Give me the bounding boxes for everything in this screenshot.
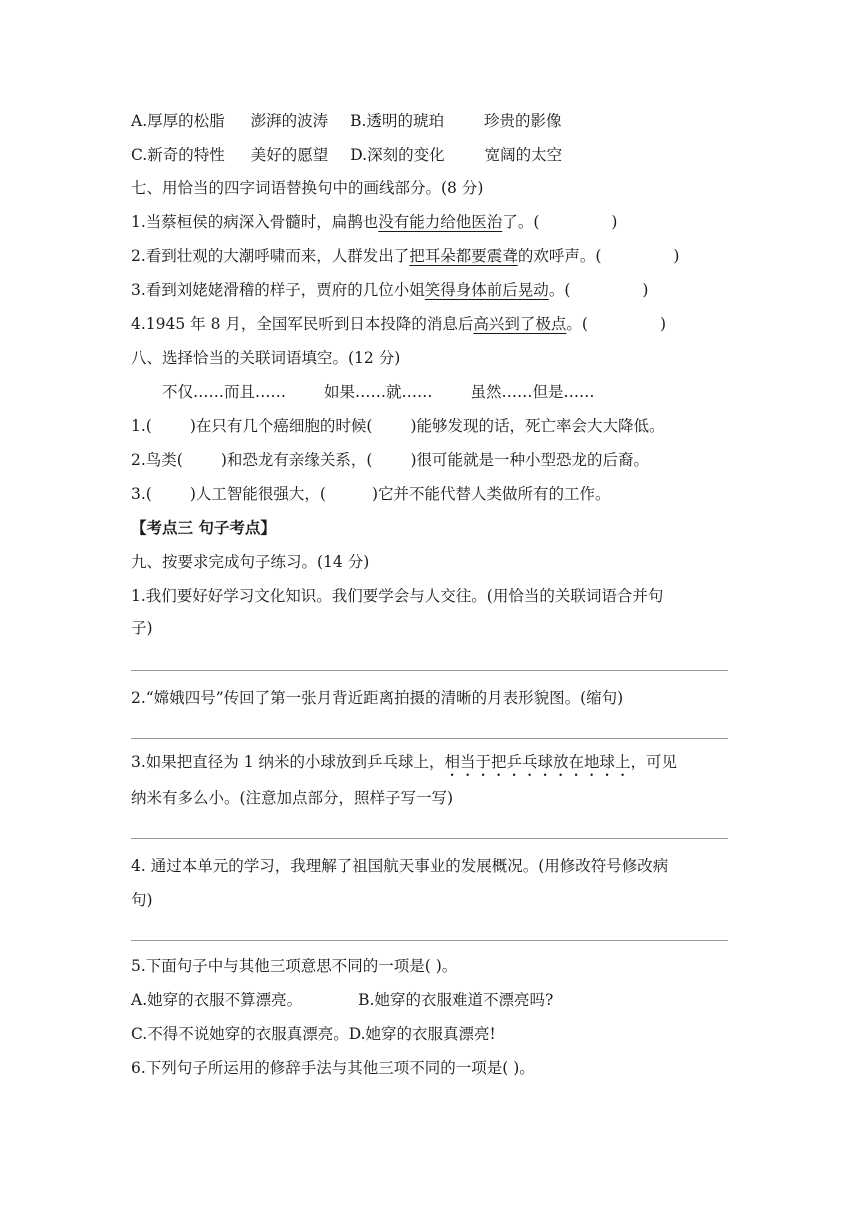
section-7-title: 七、用恰当的四字词语替换句中的画线部分。(8 分) [131, 179, 484, 197]
sec9-question-2: 2.“嫦娥四号”传回了第一张月背近距离拍摄的清晰的月表形貌图。(缩句) [131, 689, 624, 707]
option-b: B.透明的琥珀 [350, 112, 444, 130]
option-d: D.她穿的衣服真漂亮! [348, 1025, 496, 1043]
answer-line[interactable] [131, 940, 728, 941]
dotted-phrase: 相当于把乒乓球放在地球上 [444, 753, 631, 771]
sec9-question-4-cont: 句) [131, 891, 153, 909]
sec9-question-3: 3.如果把直径为 1 纳米的小球放到乒乓球上，相当于把乒乓球放在地球上，可见 [131, 753, 678, 771]
option-a: A.厚厚的松脂 [131, 112, 225, 130]
answer-line[interactable] [131, 670, 728, 671]
option-a-2: 澎湃的波涛 [250, 112, 329, 130]
section-8-title: 八、选择恰当的关联词语填空。(12 分) [131, 349, 401, 367]
option-b-2: 珍贵的影像 [483, 112, 562, 130]
sec8-question-3: 3.( )人工智能很强大，( )它并不能代替人类做所有的工作。 [131, 485, 611, 503]
option-c: C.新奇的特性 [131, 146, 225, 164]
word-bank-item: 如果……就…… [324, 383, 433, 401]
underlined-phrase: 高兴到了极点 [473, 315, 567, 333]
conjunction-word-bank [162, 381, 595, 403]
underlined-phrase: 没有能力给他医治 [378, 213, 503, 231]
sec8-question-2: 2.鸟类( )和恐龙有亲缘关系，( )很可能就是一种小型恐龙的后裔。 [131, 451, 650, 469]
sec7-question-1: 1.当蔡桓侯的病深入骨髓时，扁鹊也没有能力给他医治了。( ) [131, 213, 618, 231]
section-9-title: 九、按要求完成句子练习。(14 分) [131, 553, 370, 571]
sec9-q5-options-row-1 [131, 989, 553, 1011]
underlined-phrase: 笑得身体前后晃动 [424, 281, 549, 299]
sec9-question-1: 1.我们要好好学习文化知识。我们要学会与人交往。(用恰当的关联词语合并句 [131, 587, 664, 605]
sec9-question-4: 4. 通过本单元的学习，我理解了祖国航天事业的发展概况。(用修改符号修改病 [131, 857, 669, 875]
option-a: A.她穿的衣服不算漂亮。 [131, 991, 303, 1009]
sec9-question-1-cont: 子) [131, 619, 153, 637]
sec7-question-4: 4.1945 年 8 月，全国军民听到日本投降的消息后高兴到了极点。( ) [131, 315, 667, 333]
answer-line[interactable] [131, 838, 728, 839]
sec9-q5-options-row-2 [131, 1023, 496, 1045]
sec7-question-2: 2.看到壮观的大潮呼啸而来，人群发出了把耳朵都要震聋的欢呼声。( ) [131, 247, 680, 265]
word-bank-item: 不仅……而且…… [162, 383, 287, 401]
answer-line[interactable] [131, 738, 728, 739]
sec9-question-6: 6.下列句子所运用的修辞手法与其他三项不同的一项是( )。 [131, 1059, 535, 1077]
word-bank-item: 虽然……但是…… [470, 383, 595, 401]
options-row-2 [131, 144, 562, 166]
option-d: D.深刻的变化 [350, 146, 445, 164]
sec8-question-1: 1.( )在只有几个癌细胞的时候( )能够发现的话，死亡率会大大降低。 [131, 417, 665, 435]
underlined-phrase: 把耳朵都要震聋 [409, 247, 518, 265]
options-row-1 [131, 110, 561, 132]
sec9-question-5: 5.下面句子中与其他三项意思不同的一项是( )。 [131, 957, 458, 975]
key-point-heading: 【考点三 句子考点】 [131, 518, 276, 537]
option-b: B.她穿的衣服难道不漂亮吗? [358, 991, 554, 1009]
sec7-question-3: 3.看到刘姥姥滑稽的样子，贾府的几位小姐笑得身体前后晃动。( ) [131, 281, 649, 299]
option-d-2: 宽阔的太空 [484, 146, 563, 164]
option-c-2: 美好的愿望 [250, 146, 329, 164]
sec9-question-3-cont: 纳米有多么小。(注意加点部分，照样子写一写) [131, 789, 454, 807]
option-c: C.不得不说她穿的衣服真漂亮。 [131, 1025, 349, 1043]
